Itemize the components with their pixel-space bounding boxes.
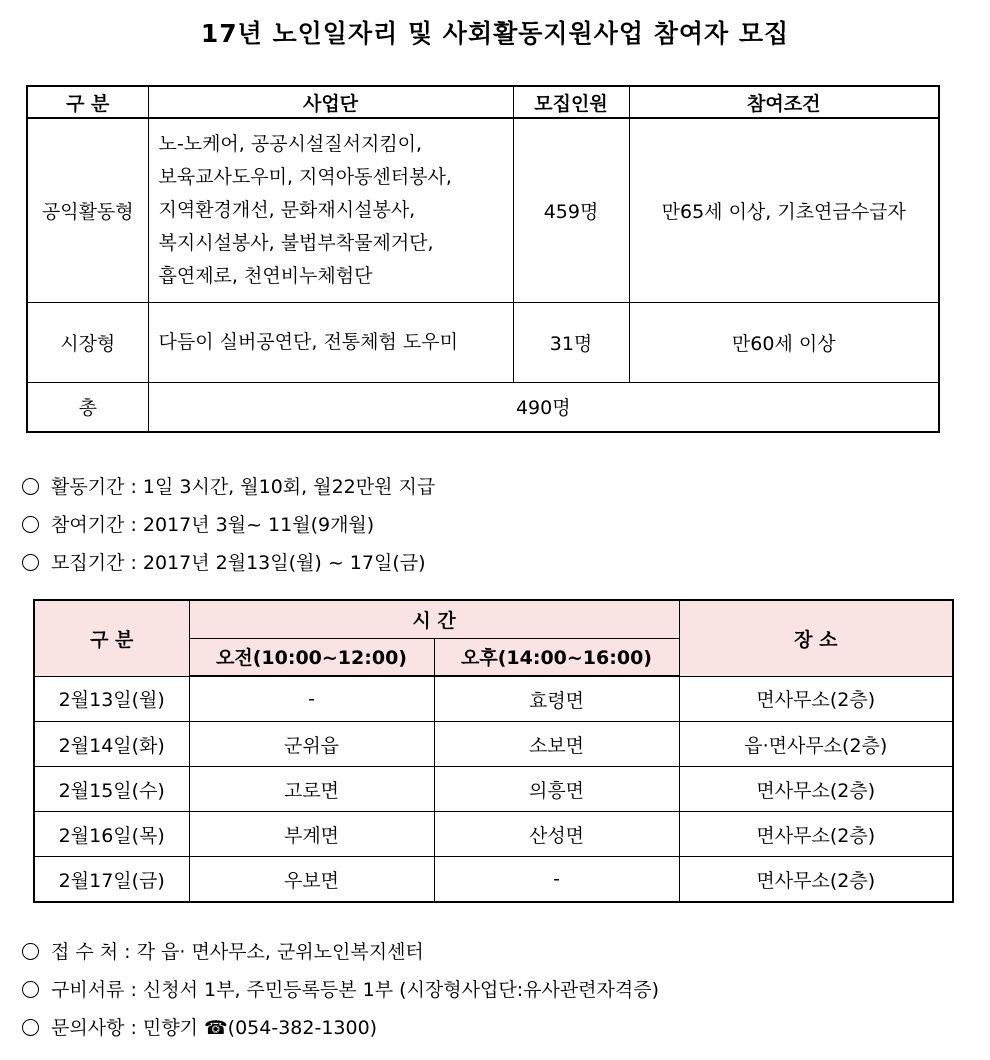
project-line: 복지시설봉사, 불법부착물제거단, xyxy=(158,231,434,254)
recruitment-table xyxy=(26,85,940,433)
row-date: 2월16일(목) xyxy=(34,812,189,857)
table-row xyxy=(34,767,953,812)
info-item: 구비서류 : 신청서 1부, 주민등록등본 1부 (시장형사업단:유사관련자격증) xyxy=(22,975,659,1002)
header-am: 오전(10:00~12:00) xyxy=(189,638,434,676)
header-projects: 사업단 xyxy=(148,86,513,118)
row-count: 459명 xyxy=(513,118,629,302)
header-category: 구 분 xyxy=(34,600,189,676)
info-item: 접 수 처 : 각 읍· 면사무소, 군위노인복지센터 xyxy=(22,937,424,964)
header-count: 모집인원 xyxy=(513,86,629,118)
project-line: 노-노케어, 공공시설질서지킴이, xyxy=(158,132,423,155)
circle-bullet-icon xyxy=(22,1019,39,1036)
total-value: 490명 xyxy=(148,382,939,432)
row-pm: - xyxy=(434,857,679,903)
info-item: 참여기간 : 2017년 3월~ 11월(9개월) xyxy=(22,510,374,537)
header-condition: 참여조건 xyxy=(629,86,939,118)
table-row xyxy=(34,857,953,903)
info-item: 활동기간 : 1일 3시간, 월10회, 월22만원 지급 xyxy=(22,472,435,499)
header-pm: 오후(14:00~16:00) xyxy=(434,638,679,676)
page-title: 17년 노인일자리 및 사회활동지원사업 참여자 모집 xyxy=(200,19,790,48)
row-place: 면사무소(2층) xyxy=(679,857,953,903)
project-line: 흡연제로, 천연비누체험단 xyxy=(158,264,373,287)
circle-bullet-icon xyxy=(22,516,39,533)
row-am: - xyxy=(189,676,434,722)
row-date: 2월14일(화) xyxy=(34,722,189,767)
table-row xyxy=(27,302,939,382)
total-row xyxy=(27,382,939,432)
header-time: 시 간 xyxy=(189,600,679,638)
circle-bullet-icon xyxy=(22,478,39,495)
row-condition: 만60세 이상 xyxy=(629,302,939,382)
row-am: 우보면 xyxy=(189,857,434,903)
total-label: 총 xyxy=(27,382,148,432)
row-date: 2월13일(월) xyxy=(34,676,189,722)
project-line: 지역환경개선, 문화재시설봉사, xyxy=(158,198,416,221)
row-date: 2월15일(수) xyxy=(34,767,189,812)
row-date: 2월17일(금) xyxy=(34,857,189,903)
row-am: 부계면 xyxy=(189,812,434,857)
table-row xyxy=(34,722,953,767)
row-am: 고로면 xyxy=(189,767,434,812)
header-category: 구 분 xyxy=(27,86,148,118)
row-projects xyxy=(148,302,513,382)
row-pm: 산성면 xyxy=(434,812,679,857)
table-header-row xyxy=(27,86,939,118)
row-place: 읍·면사무소(2층) xyxy=(679,722,953,767)
row-pm: 의흥면 xyxy=(434,767,679,812)
circle-bullet-icon xyxy=(22,943,39,960)
row-pm: 소보면 xyxy=(434,722,679,767)
table-row xyxy=(34,812,953,857)
header-place: 장 소 xyxy=(679,600,953,676)
project-line: 보육교사도우미, 지역아동센터봉사, xyxy=(158,165,452,188)
row-place: 면사무소(2층) xyxy=(679,676,953,722)
row-place: 면사무소(2층) xyxy=(679,767,953,812)
row-place: 면사무소(2층) xyxy=(679,812,953,857)
table-row xyxy=(27,118,939,302)
circle-bullet-icon xyxy=(22,554,39,571)
row-condition: 만65세 이상, 기초연금수급자 xyxy=(629,118,939,302)
project-line: 다듬이 실버공연단, 전통체험 도우미 xyxy=(158,330,458,353)
table-header-row xyxy=(34,600,953,638)
schedule-table xyxy=(33,599,954,903)
row-count: 31명 xyxy=(513,302,629,382)
row-am: 군위읍 xyxy=(189,722,434,767)
circle-bullet-icon xyxy=(22,981,39,998)
row-category: 시장형 xyxy=(27,302,148,382)
info-item: 모집기간 : 2017년 2월13일(월) ~ 17일(금) xyxy=(22,548,426,575)
table-row xyxy=(34,676,953,722)
row-projects xyxy=(148,118,513,302)
row-category: 공익활동형 xyxy=(27,118,148,302)
row-pm: 효령면 xyxy=(434,676,679,722)
info-item: 문의사항 : 민향기 ☎(054-382-1300) xyxy=(22,1013,377,1040)
